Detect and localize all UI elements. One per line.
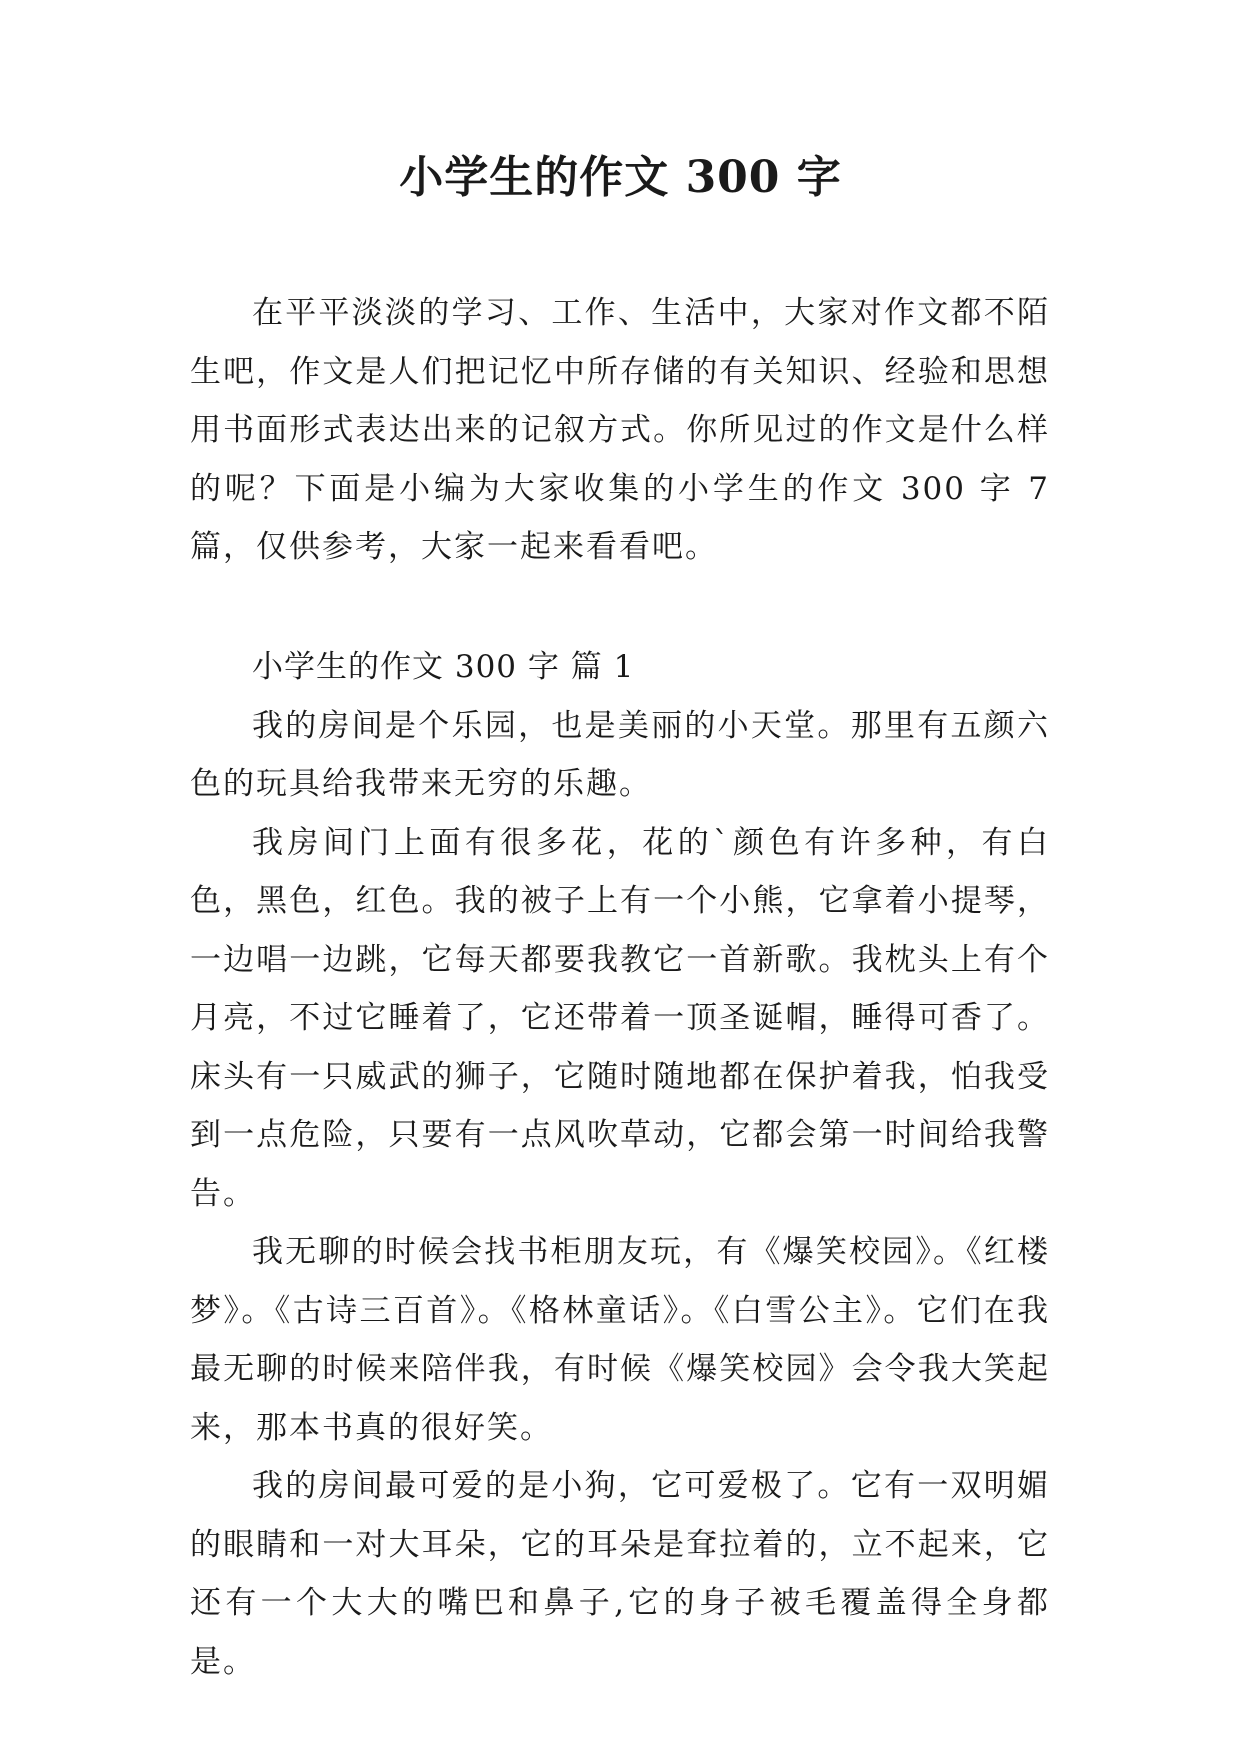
document-title: 小学生的作文 300 字 <box>399 152 842 203</box>
intro-block <box>190 284 1050 577</box>
essay-paragraph: 我房间门上面有很多花，花的`颜色有许多种，有白色，黑色，红色。我的被子上有一个小熊，它拿着小提琴，一边唱一边跳，它每天都要我教它一首新歌。我枕头上有个月亮，不过它睡着了，它还带着一顶圣诞帽，睡得可香了。床头有一只威武的狮子，它随时随地都在保护着我，怕我受到一点危险，只要有一点风吹草动，它都会第一时间给我警告。 <box>190 824 1050 1212</box>
essay-section <box>190 638 1050 1691</box>
essay-paragraph: 我的房间是个乐园，也是美丽的小天堂。那里有五颜六色的玩具给我带来无穷的乐趣。 <box>190 707 1050 802</box>
essay-paragraph: 我无聊的时候会找书柜朋友玩，有《爆笑校园》。《红楼梦》。《古诗三百首》。《格林童话》。《白雪公主》。它们在我最无聊的时候来陪伴我，有时候《爆笑校园》会令我大笑起来，那本书真的很好笑。 <box>190 1234 1050 1446</box>
section-heading: 小学生的作文 300 字 篇 1 <box>252 649 635 685</box>
intro-paragraph: 在平平淡淡的学习、工作、生活中，大家对作文都不陌生吧，作文是人们把记忆中所存储的有关知识、经验和思想用书面形式表达出来的记叙方式。你所见过的作文是什么样的呢？下面是小编为大家收集的小学生的作文 300 字 7 篇，仅供参考，大家一起来看看吧。 <box>190 295 1050 565</box>
essay-paragraph: 我的房间最可爱的是小狗，它可爱极了。它有一双明媚的眼睛和一对大耳朵，它的耳朵是耷拉着的，立不起来，它还有一个大大的嘴巴和鼻子,它的身子被毛覆盖得全身都是。 <box>190 1468 1050 1680</box>
